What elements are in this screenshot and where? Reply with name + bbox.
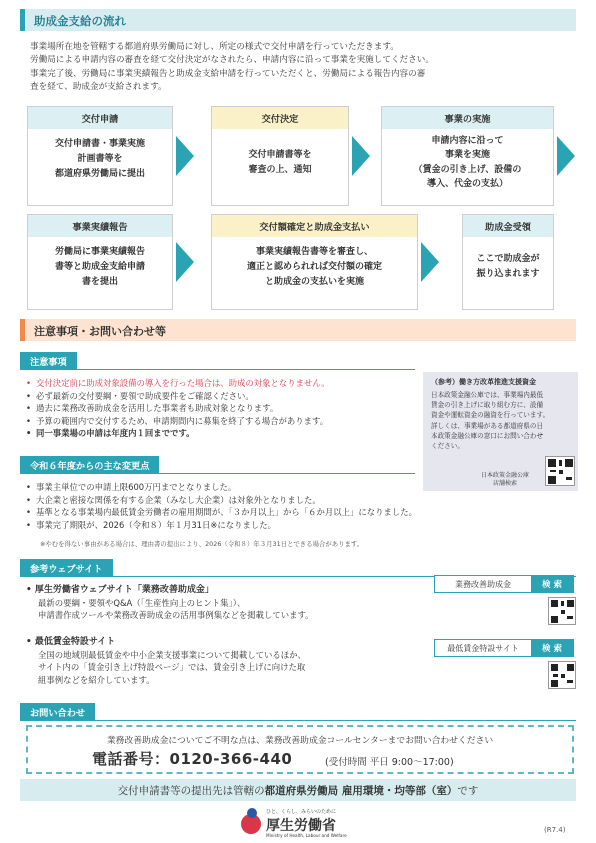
step-line: 都道府県労働局に提出 xyxy=(54,169,145,179)
step-line: 交付申請書・事業実施 xyxy=(54,139,145,149)
step-body xyxy=(212,129,348,178)
websites-tag: 参考ウェブサイト xyxy=(20,559,113,576)
step-line: ここで助成金が xyxy=(476,254,540,264)
change-item: • 基準となる事業場内最低賃金労働者の雇用期間が、「３か月以上」から「６か月以上」になりました。 xyxy=(26,506,417,519)
website-item-minwage xyxy=(26,634,306,686)
caution-item: • 同一事業場の申請は年度内１回までです。 xyxy=(26,427,330,440)
caption-line: 日本政策金融公庫 xyxy=(481,472,530,479)
step-title: 交付決定 xyxy=(212,107,348,129)
website-item-moh xyxy=(26,582,314,622)
step-line: 適正と認められれば交付額の確定 xyxy=(246,262,382,272)
caution-item: • 交付決定前に助成対象設備の導入を行った場合は、助成の対象となりません。 xyxy=(26,377,330,390)
search-label: 最低賃金特設サイト xyxy=(447,643,519,653)
step-line: 導入、代金の支払） xyxy=(426,179,508,190)
flow-arrow-icon xyxy=(421,242,439,282)
sidebar-line: ください。 xyxy=(431,442,464,451)
step-line: 申請内容に沿って xyxy=(431,136,504,146)
website-title: • 厚生労働省ウェブサイト「業務改善助成金」 xyxy=(26,585,214,595)
step-line: 書等と助成金支給申請 xyxy=(54,262,145,272)
notes-section-title: 注意事項・お問い合わせ等 xyxy=(34,325,166,338)
step-title: 交付申請 xyxy=(28,107,172,129)
tag-underline xyxy=(20,473,415,474)
step-line: 書を提出 xyxy=(81,277,118,287)
change-item: • 事業主単位での申請上限600万円までとなりました。 xyxy=(26,481,417,494)
flow-section-header xyxy=(20,9,576,31)
step-line: （賃金の引き上げ、設備の xyxy=(413,164,522,175)
qr-code-icon[interactable] xyxy=(545,456,575,486)
website-title: • 最低賃金特設サイト xyxy=(26,637,116,647)
caption-line: 店舗検索 xyxy=(493,480,518,487)
website-title-text: 厚生労働省ウェブサイト「業務改善助成金」 xyxy=(34,585,214,595)
step-body xyxy=(28,129,172,182)
changes-tag: 令和６年度からの主な変更点 xyxy=(20,456,159,473)
flow-arrow-icon xyxy=(352,136,370,176)
search-button[interactable]: 検 索 xyxy=(531,576,573,592)
sidebar-line: 日本政策金融公庫では、事業場内最低 xyxy=(431,391,544,399)
step-title: 事業実績報告 xyxy=(28,215,172,237)
logo-mark-icon xyxy=(247,808,257,818)
flow-intro xyxy=(30,41,570,95)
financing-sidebar xyxy=(423,372,578,491)
flow-arrow-icon xyxy=(176,242,194,282)
step-payment xyxy=(211,214,418,310)
qr-code-icon[interactable] xyxy=(548,661,576,689)
tag-underline xyxy=(20,369,415,370)
website-desc xyxy=(26,649,306,686)
step-line: 審査の上、通知 xyxy=(248,165,312,175)
flow-arrow-icon xyxy=(557,136,575,176)
step-implementation xyxy=(381,106,554,206)
header-accent-bar xyxy=(20,319,25,341)
intro-line: 査を経て、助成金が支給されます。 xyxy=(30,82,167,93)
website-desc-line: サイト内の「賃金引き上げ特設ページ」では、賃金引き上げに向けた取 xyxy=(38,662,306,673)
step-receipt xyxy=(462,214,554,310)
sidebar-line: 賃金の引き上げに取り組む方に、設備 xyxy=(431,401,544,410)
notes-section-header xyxy=(20,319,576,341)
website-desc xyxy=(26,597,314,622)
step-line: 計画書等を xyxy=(77,154,123,164)
search-box-grant[interactable] xyxy=(434,575,574,593)
submission-banner xyxy=(20,779,576,801)
ministry-logo xyxy=(241,806,356,840)
contact-box xyxy=(26,725,574,774)
sidebar-heading: （参考）働き方改革推進支援資金 xyxy=(431,378,536,386)
step-body xyxy=(212,237,417,290)
contact-text: 業務改善助成金についてご不明な点は、業務改善助成金コールセンターまでお問い合わせください xyxy=(106,736,494,746)
step-line: 労働局に事業実績報告 xyxy=(54,247,145,257)
intro-line: 事業場所在地を管轄する都道府県労働局に対し、所定の様式で交付申請を行っていただきます。 xyxy=(30,42,399,52)
step-line: 振り込まれます xyxy=(476,269,540,279)
tag-underline xyxy=(20,720,576,721)
sidebar-caption xyxy=(481,472,529,488)
logo-tagline: ひと、くらし、みらいのために xyxy=(266,809,337,815)
step-line: と助成金の支払いを実施 xyxy=(264,277,364,287)
step-line: 交付申請書等を xyxy=(248,150,312,160)
submission-office: 都道府県労働局 雇用環境・均等部（室） xyxy=(264,785,458,797)
submission-text-end: です xyxy=(457,785,479,797)
contact-hours: (受付時間 平日 9:00～17:00) xyxy=(325,757,454,768)
logo-english: Ministry of Health, Labour and Welfare xyxy=(266,833,347,838)
step-report xyxy=(27,214,173,310)
sidebar-line: 詳しくは、事業場がある都道府県の日 xyxy=(431,421,544,430)
step-body xyxy=(28,237,172,290)
search-label: 業務改善助成金 xyxy=(455,579,511,589)
submission-text: 交付申請書等の提出先は管轄の xyxy=(117,785,265,797)
website-desc-line: 組事例などを紹介しています。 xyxy=(38,674,155,685)
step-line: 事業実績報告書等を審査し、 xyxy=(255,247,373,257)
step-title: 助成金受領 xyxy=(463,215,553,237)
flow-arrow-icon xyxy=(176,136,194,176)
contact-tag: お問い合わせ xyxy=(20,703,95,720)
cautions-tag: 注意事項 xyxy=(20,352,77,369)
phone-number[interactable]: 電話番号：0120-366-440 xyxy=(92,750,293,768)
caution-item: • 必ず最新の交付要綱・要領で助成要件をご確認ください。 xyxy=(26,390,330,403)
website-desc-line: 申請書作成ツールや業務改善助成金の活用事例集などを掲載しています。 xyxy=(38,610,314,621)
sidebar-line: 資金や運転資金の融資を行っています。 xyxy=(431,411,550,420)
header-accent-bar xyxy=(20,9,25,31)
step-decision xyxy=(211,106,349,206)
step-title: 事業の実施 xyxy=(382,107,553,129)
step-title: 交付額確定と助成金支払い xyxy=(212,215,417,237)
step-line: 事業を実施 xyxy=(444,150,490,161)
qr-code-icon[interactable] xyxy=(548,597,576,625)
logo-name: 厚生労働省 xyxy=(266,818,336,834)
cautions-list xyxy=(26,377,330,440)
search-box-minwage[interactable] xyxy=(434,639,574,657)
step-body xyxy=(463,237,553,282)
sidebar-body xyxy=(431,390,549,451)
flow-section-title: 助成金支給の流れ xyxy=(34,14,126,28)
website-desc-line: 最新の要綱・要領やQ&A（「生産性向上のヒント集」）、 xyxy=(38,598,246,608)
caution-item: • 予算の範囲内で交付するため、申請期間内に募集を終了する場合があります。 xyxy=(26,415,330,428)
intro-line: 労働局による申請内容の審査を経て交付決定がなされたら、申請内容に沿って事業を実施してください。 xyxy=(30,55,434,66)
change-item: • 大企業と密接な関係を有する企業（みなし大企業）は対象外となりました。 xyxy=(26,494,417,507)
website-title-text: 最低賃金特設サイト xyxy=(34,637,116,647)
change-item: • 事業完了期限が、2026（令和８）年１月31日※になりました。 xyxy=(26,519,417,532)
step-body xyxy=(382,129,553,192)
website-desc-line: 全国の地域別最低賃金や中小企業支援事業について掲載しているほか、 xyxy=(38,650,306,660)
step-application xyxy=(27,106,173,206)
sidebar-line: 本政策金融公庫の窓口にお問い合わせ xyxy=(431,431,544,440)
changes-list xyxy=(26,481,417,531)
search-button[interactable]: 検 索 xyxy=(531,640,573,656)
version-label: (R7.4) xyxy=(544,826,566,834)
intro-line: 事業完了後、労働局に事業実績報告と助成金支給申請を行っていただくと、労働局による報告内容の審 xyxy=(30,68,426,79)
changes-footnote: ※やむを得ない事由がある場合は、理由書の提出により、2026（令和８）年３月31日とできる場合があります。 xyxy=(40,540,364,548)
caution-item: • 過去に業務改善助成金を活用した事業者も助成対象となります。 xyxy=(26,402,330,415)
